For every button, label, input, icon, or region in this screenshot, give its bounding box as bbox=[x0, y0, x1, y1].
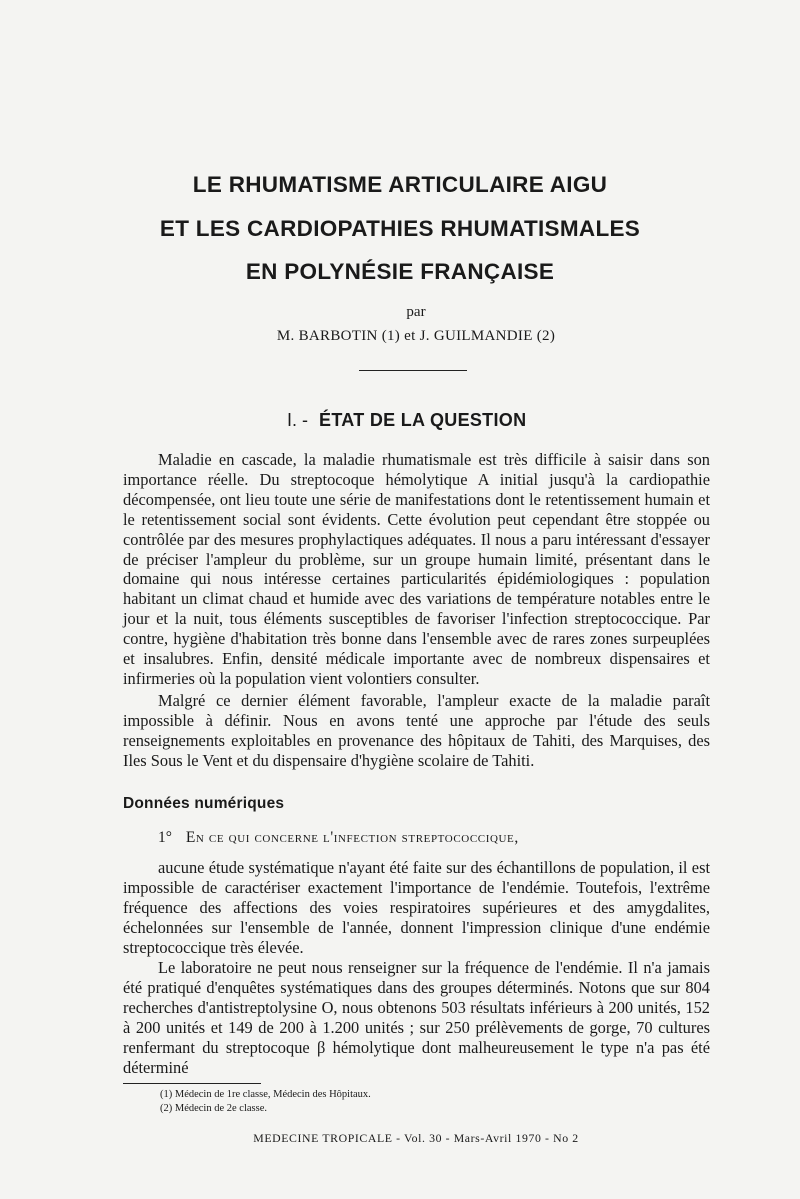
paragraph-1: Maladie en cascade, la maladie rhumatismale est très difficile à saisir dans son importance réelle. Du streptocoque hémolytique A initial jusqu'à la cardiopathie décompensée, ont lieu toute une série de manifestations dont le retentissement humain et le retentissement social sont évidents. Cette évolution peut cependant être stoppée ou contrôlée par des mesures prophylactiques adéquates. Il nous a paru intéressant d'essayer de préciser l'ampleur du problème, sur un groupe humain limité, présentant dans le domaine qui nous intéresse certaines particularités épidémiologiques : population habitant un climat chaud et humide avec des variations de température notables entre le jour et la nuit, tous éléments susceptibles de favoriser l'infection streptococcique. Par contre, hygiène d'habitation très bonne dans l'ensemble avec de rares zones surpeuplées et insalubres. Enfin, densité médicale importante avec de nombreux dispensaires et infirmeries où la population vient volontiers consulter. bbox=[123, 450, 710, 688]
paragraph-3: aucune étude systématique n'ayant été faite sur des échantillons de population, il est impossible de caractériser exactement l'importance de l'endémie. Toutefois, l'extrême fréquence des affections des voies respiratoires supérieures et des amygdalites, échelonnées sur l'ensemble de l'année, donnent l'impression clinique d'une endémie streptococcique très élevée. bbox=[123, 858, 710, 957]
section-heading bbox=[287, 410, 526, 431]
paragraph-2-block bbox=[123, 691, 710, 771]
paragraph-4-block bbox=[123, 958, 710, 1077]
numbered-item-text: En ce qui concerne l'infection streptococcique, bbox=[185, 829, 519, 846]
title-line-2: ET LES CARDIOPATHIES RHUMATISMALES bbox=[159, 216, 641, 241]
footnote-1: (1) Médecin de 1re classe, Médecin des Hôpitaux. bbox=[160, 1089, 371, 1100]
paragraph-4: Le laboratoire ne peut nous renseigner sur la fréquence de l'endémie. Il n'a jamais été pratiqué d'enquêtes systématiques dans des groupes déterminés. Notons que sur 804 recherches d'antistreptolysine O, nous obtenons 503 résultats inférieurs à 200 unités, 152 à 200 unités et 149 de 200 à 1.200 unités ; sur 250 prélèvements de gorge, 70 cultures renfermant du streptocoque β hémolytique dont malheureusement le type n'a pas été déterminé bbox=[123, 958, 710, 1077]
paragraph-2: Malgré ce dernier élément favorable, l'ampleur exacte de la maladie paraît impossible à définir. Nous en avons tenté une approche par l'étude des seuls renseignements exploitables en provenance des hôpitaux de Tahiti, des Marquises, des Iles Sous le Vent et du dispensaire d'hygiène scolaire de Tahiti. bbox=[123, 691, 710, 770]
title-line-3: EN POLYNÉSIE FRANÇAISE bbox=[245, 259, 555, 284]
title-divider bbox=[359, 370, 467, 371]
section-title: ÉTAT DE LA QUESTION bbox=[319, 410, 527, 430]
section-number: I. - bbox=[287, 410, 308, 430]
footnote-2: (2) Médecin de 2e classe. bbox=[160, 1102, 267, 1114]
journal-footer: MEDECINE TROPICALE - Vol. 30 - Mars-Avril 1970 - No 2 bbox=[253, 1131, 579, 1145]
title-line-1: LE RHUMATISME ARTICULAIRE AIGU bbox=[192, 172, 608, 197]
footnote-rule bbox=[123, 1083, 261, 1084]
paragraph-3-block bbox=[123, 858, 710, 958]
numbered-item bbox=[158, 829, 519, 847]
paragraph-1-block bbox=[123, 450, 710, 689]
footnotes bbox=[160, 1088, 371, 1115]
byline-authors: M. BARBOTIN (1) et J. GUILMANDIE (2) bbox=[276, 328, 556, 344]
subheading: Données numériques bbox=[123, 795, 285, 812]
byline-par: par bbox=[406, 304, 426, 320]
numbered-item-ordinal: 1° bbox=[158, 829, 172, 846]
